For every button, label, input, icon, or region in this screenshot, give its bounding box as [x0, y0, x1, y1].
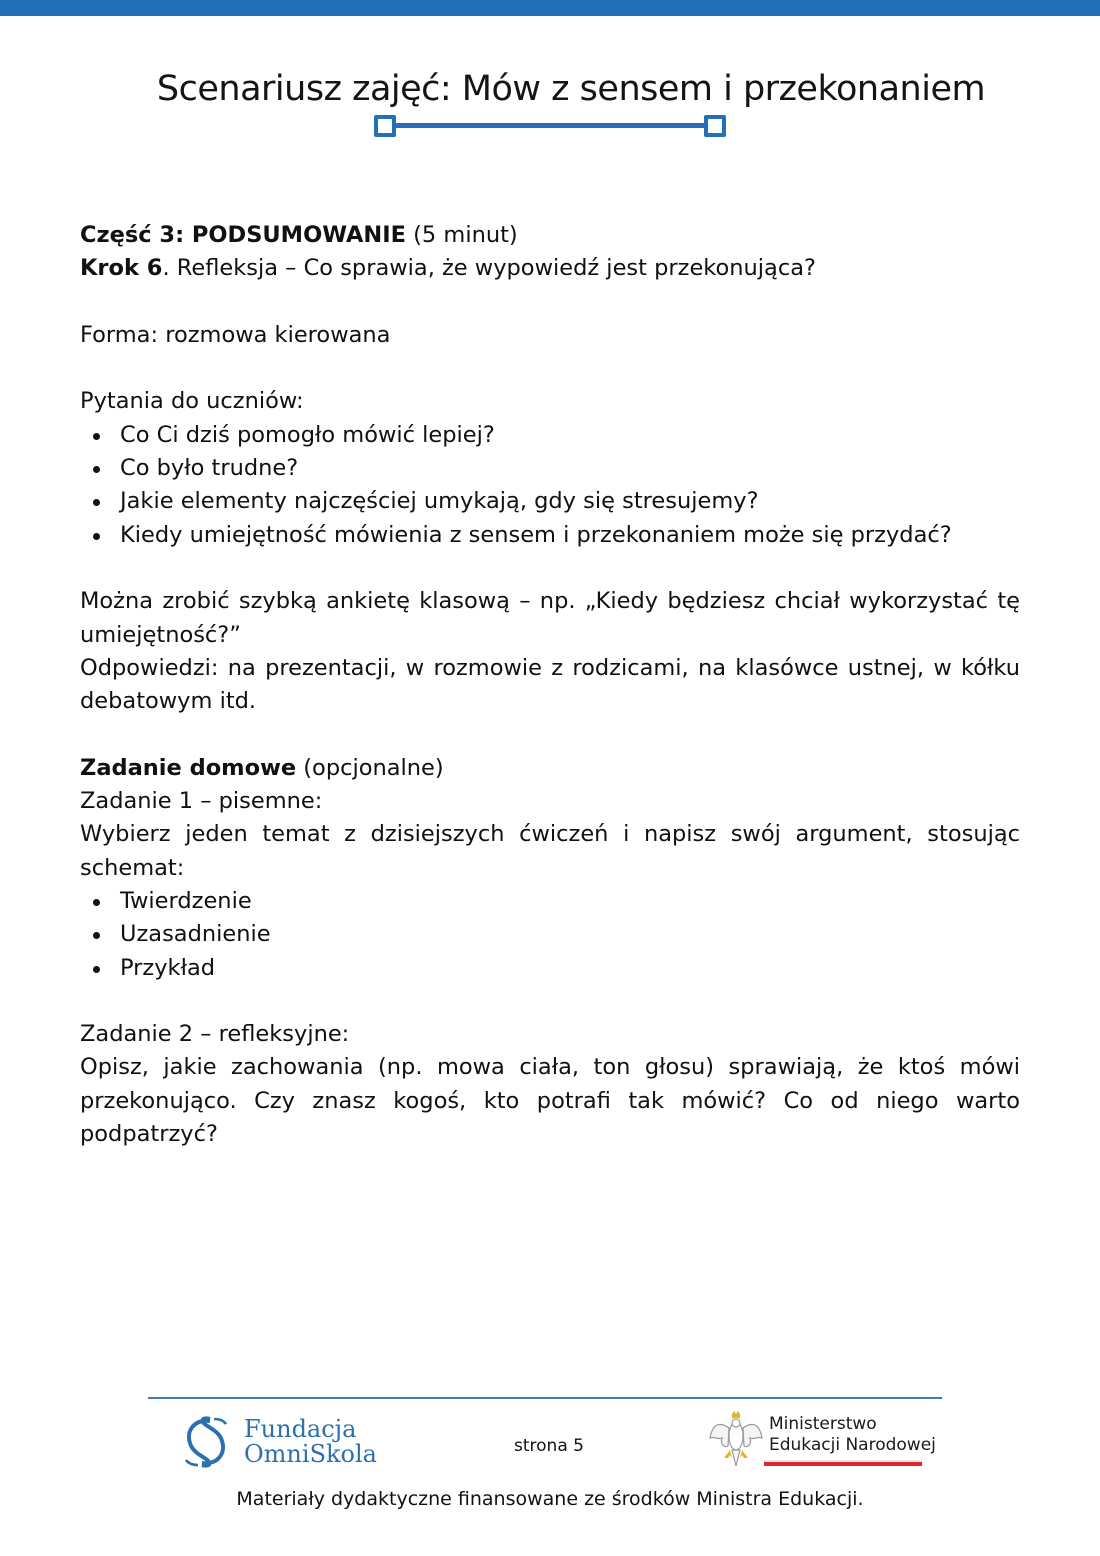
eagle-emblem-icon: [708, 1410, 764, 1470]
men-logo: [708, 1410, 936, 1472]
footer-divider: [148, 1397, 942, 1399]
task1-text: Wybierz jeden temat z dzisiejszych ćwiczeń i napisz swój argument, stosując schemat:: [80, 821, 1020, 881]
homework-label: Zadanie domowe: [80, 754, 297, 781]
questions-heading: Pytania do uczniów:: [80, 388, 304, 415]
title-divider: [374, 115, 726, 137]
step-label: Krok 6: [80, 255, 163, 282]
page-title: Scenariusz zajęć: Mów z sensem i przekonaniem: [156, 69, 986, 110]
task2-title: Zadanie 2 – refleksyjne:: [80, 1021, 350, 1048]
logo-right-line1: Ministerstwo: [769, 1414, 877, 1434]
part-heading: [80, 219, 1020, 252]
homework-heading: [80, 752, 1020, 785]
funding-note: Materiały dydaktyczne finansowane ze środków Ministra Edukacji.: [236, 1488, 864, 1510]
top-accent-bar: [0, 0, 1100, 16]
divider-square-left: [374, 115, 396, 137]
answers-text: Odpowiedzi: na prezentacji, w rozmowie z rodzicami, na klasówce ustnej, w kółku debatowym itd.: [80, 654, 1020, 715]
logo-left-line2: OmniSkola: [244, 1440, 377, 1468]
form-text: Forma: rozmowa kierowana: [80, 321, 391, 348]
question-item: Jakie elementy najczęściej umykają, gdy się stresujemy?: [80, 485, 1020, 518]
document-body: [80, 219, 1020, 1151]
part-label: Część 3: PODSUMOWANIE: [80, 222, 406, 248]
task2-text: Opisz, jakie zachowania (np. mowa ciała, ton głosu) sprawiają, że ktoś mówi przekonująco. Czy znasz kogoś, kto potrafi tak mówić? Co od niego warto podpatrzyć?: [80, 1054, 1020, 1148]
logo-left-line1: Fundacja: [244, 1415, 357, 1443]
question-item: Co Ci dziś pomogło mówić lepiej?: [80, 419, 1020, 452]
divider-square-right: [704, 115, 726, 137]
step-text: . Refleksja – Co sprawia, że wypowiedź jest przekonująca?: [162, 255, 816, 282]
polish-flag-stripe: [764, 1460, 922, 1466]
omniskola-logo: [180, 1414, 377, 1470]
task1-title: Zadanie 1 – pisemne:: [80, 788, 323, 815]
questions-list: [80, 419, 1020, 552]
part-duration: (5 minut): [413, 222, 518, 248]
task1-list: [80, 885, 1020, 985]
logo-right-line2: Edukacji Narodowej: [769, 1435, 936, 1455]
task1-item: Twierdzenie: [80, 885, 1020, 918]
homework-optional: (opcjonalne): [296, 754, 444, 781]
question-item: Kiedy umiejętność mówienia z sensem i przekonaniem może się przydać?: [80, 519, 1020, 552]
omniskola-s-icon: [180, 1415, 232, 1469]
question-item: Co było trudne?: [80, 452, 1020, 485]
page-number: strona 5: [514, 1436, 584, 1456]
divider-line: [386, 123, 716, 128]
task1-item: Przykład: [80, 952, 1020, 985]
step-heading: [80, 252, 1020, 285]
task1-item: Uzasadnienie: [80, 918, 1020, 951]
survey-text: Można zrobić szybką ankietę klasową – np. „Kiedy będziesz chciał wykorzystać tę umiejętność?”: [80, 588, 1020, 648]
